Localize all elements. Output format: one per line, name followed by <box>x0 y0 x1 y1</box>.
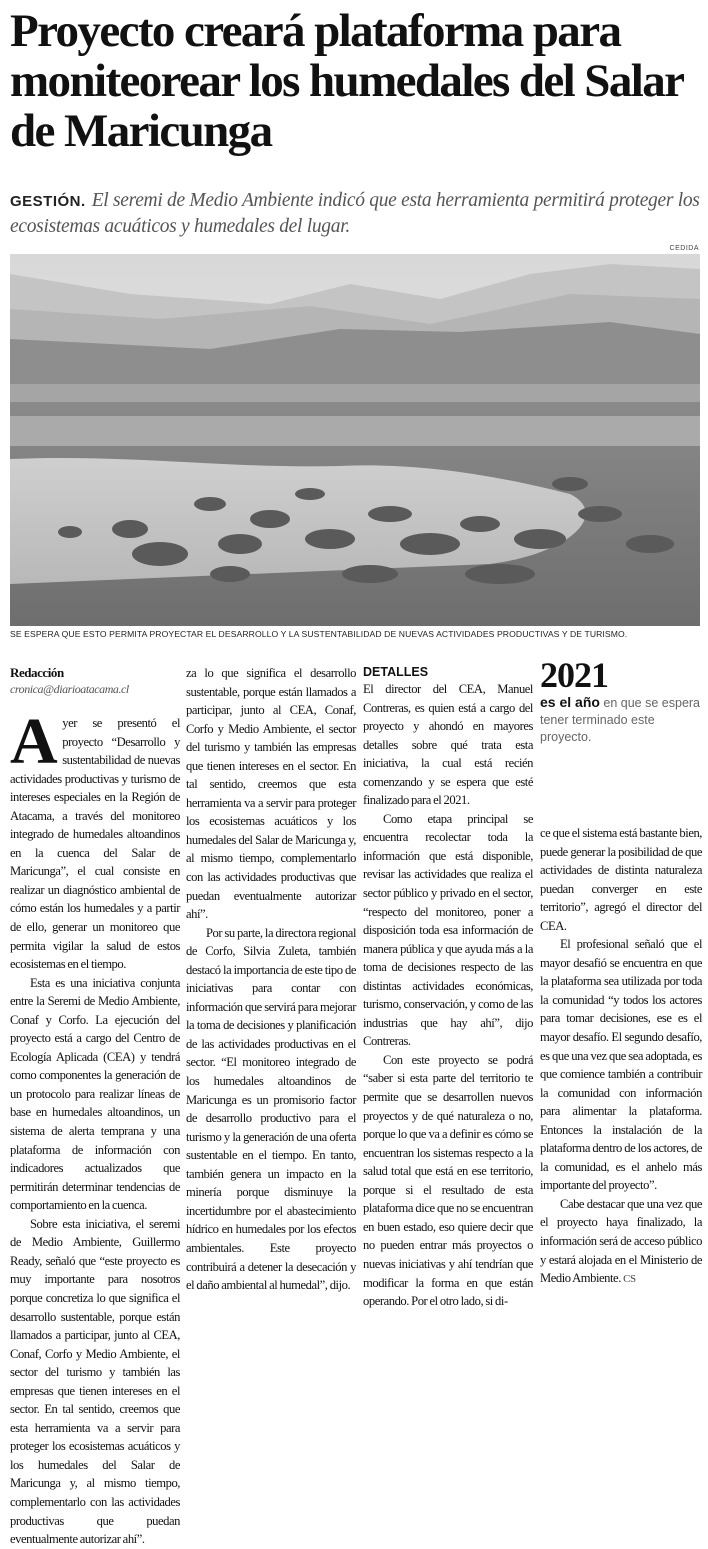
headline: Proyecto creará plataforma para moniteorear los humedales del Salar de Maricunga <box>10 5 683 157</box>
subheading: DETALLES <box>363 665 429 679</box>
article-column-4 <box>540 824 702 1289</box>
lead-text: El seremi de Medio Ambiente indicó que esta herramienta permitirá proteger los ecosistemas acuáticos y humedales del lugar. <box>10 190 700 237</box>
paragraph-text: yer se presentó el proyecto “Desarrollo y sustentabilidad de nuevas actividades productivas y turismo de intereses especiales en la Región de Atacama, a través del monitoreo integrado de humedales altoandinos en la cuenca del Salar de Maricunga”, el cual consiste en realizar un diagnóstico ambiental de cómo están los humedales y a partir de ello, generar un monitoreo que permita vigilar la salud de estos ecosistemas en el tiempo. <box>10 716 180 972</box>
byline-author: Redacción <box>10 665 64 680</box>
end-mark-icon: CS <box>623 1273 636 1286</box>
fact-number: 2021 <box>540 655 608 695</box>
photo-caption: SE ESPERA QUE ESTO PERMITA PROYECTAR EL DESARROLLO Y LA SUSTENTABILIDAD DE NUEVAS ACTIVIDADES PRODUCTIVAS Y DE TURISMO. <box>10 629 628 639</box>
lead-paragraph <box>10 188 700 239</box>
paragraph-intro <box>10 705 180 974</box>
paragraph: Como etapa principal se encuentra recolectar toda la información que está disponible, revisar las actividades que realiza el sector público y privado en el sector, “respecto del monitoreo, poner a disposición toda esa información de manera pública y que ayuda más a la toma de decisiones respecto de las distintas actividades económicas, turismo, conservación, y como de las industrias que hay ahí”, dijo Contreras. <box>363 811 533 1049</box>
byline-email[interactable]: cronica@diarioatacama.cl <box>10 682 129 696</box>
paragraph-continued: za lo que significa el desarrollo sustentable, porque están llamados a participar, junto al CEA, Conaf, Corfo y Medio Ambiente, el sector del turismo y también las empresas que tienen intereses en el sector. En tal sentido, creemos que esta herramienta va a servir para proteger los ecosistemas acuáticos y los humedales del Salar de Maricunga y, al mismo tiempo, complementarlo con las actividades productivas que puedan eventualmente autorizar ahí”. <box>186 666 356 922</box>
paragraph <box>540 1195 702 1289</box>
paragraph: El director del CEA, Manuel Contreras, es quien está a cargo del proyecto y ahondó en mayores detalles sobre qué trata esta iniciativa, la cual está recién comenzando y se espera que esté finalizado para el 2021. <box>363 682 533 808</box>
paragraph: Con este proyecto se podrá “saber si esta parte del territorio te permite que se desarrollen nuevos proyectos y de qué naturaleza o no, porque lo que va a definir es cómo se encuentran los sistemas respecto a la salud total que está en ese territorio, porque si el resultado de esta plataforma dice que no se encuentran en buen estado, eso quiere decir que no pueden entrar más proyectos o nuevas iniciativas y ahí tendrían que modificar la forma en que están operando. Por el otro lado, si di- <box>363 1052 533 1309</box>
fact-bold: es el año <box>540 694 600 710</box>
paragraph: ce que el sistema está bastante bien, puede generar la posibilidad de que actividades de distinta naturaleza puedan converger en este territorio”, agregó el director del CEA. <box>540 826 702 933</box>
article-column-2 <box>186 664 356 1295</box>
paragraph-text: Cabe destacar que una vez que el proyecto haya finalizado, la información será de acceso público y estará alojada en el Ministerio de Medio Ambiente. <box>540 1196 702 1286</box>
paragraph: Esta es una iniciativa conjunta entre la Seremi de Medio Ambiente, Conaf y Corfo. La ejecución del proyecto está a cargo del Centro de Ecología Aplicada (CEA) y tendrá como componentes la generación de un protocolo para realizar líneas de base en humedales altoandinos, un sistema de alerta temprana y una plataforma de información con indicadores actualizados que permitirán determinar tendencias de comportamiento en la cuenca. <box>10 975 180 1213</box>
salar-photo <box>10 254 700 626</box>
landscape-image <box>10 254 700 626</box>
drop-cap: A <box>10 705 58 778</box>
article-column-1 <box>10 664 180 1547</box>
paragraph: Sobre esta iniciativa, el seremi de Medio Ambiente, Guillermo Ready, señaló que “este proyecto es muy importante para nosotros porque concretiza lo que significa el desarrollo sustentable, porque están llamados a participar, junto al CEA, Conaf, Corfo y Medio Ambiente, el sector del turismo y también las empresas que tienen intereses en el sector. En tal sentido, creemos que esta herramienta va a servir para proteger los ecosistemas acuáticos y los humedales del Salar de Maricunga y, al mismo tiempo, complementarlo con las actividades productivas que puedan eventualmente autorizar ahí”. <box>10 1216 180 1547</box>
photo-credit: CEDIDA <box>669 245 699 252</box>
fact-box <box>540 656 705 746</box>
paragraph: El profesional señaló que el mayor desafió se encuentra en que la plataforma sea utilizada por toda la comunidad “y todos los actores para tomar decisiones, ese es el mayor desafío. El segundo desafío, es que una vez que sea adoptada, es que comience también a contribuir la comunidad con información para alimentar la plataforma. Entonces la instalación de la plataforma dentro de los actores, de la comunidad, es el anhelo más importante del proyecto”. <box>540 937 702 1193</box>
fact-text: en que se espera tener terminado este proyecto. <box>540 696 701 744</box>
section-tag: GESTIÓN. <box>10 193 86 210</box>
article-column-3 <box>363 664 533 1311</box>
paragraph: Por su parte, la directora regional de Corfo, Silvia Zuleta, también destacó la importancia de este tipo de iniciativas para contar con información que servirá para mejorar la toma de decisiones y planificación de las actividades productivas en el sector. “El monitoreo integrado de los humedales altoandinos de Maricunga es un promisorio factor de desarrollo productivo para el turismo y la generación de una oferta sustentable en el tiempo. En tanto, también genera un impacto en la minería porque disminuye la incertidumbre por el abastecimiento hídrico en humedales por los efectos ambientales. Este proyecto contribuirá a detener la desecación y el daño ambiental al humedal”, dijo. <box>186 925 356 1293</box>
